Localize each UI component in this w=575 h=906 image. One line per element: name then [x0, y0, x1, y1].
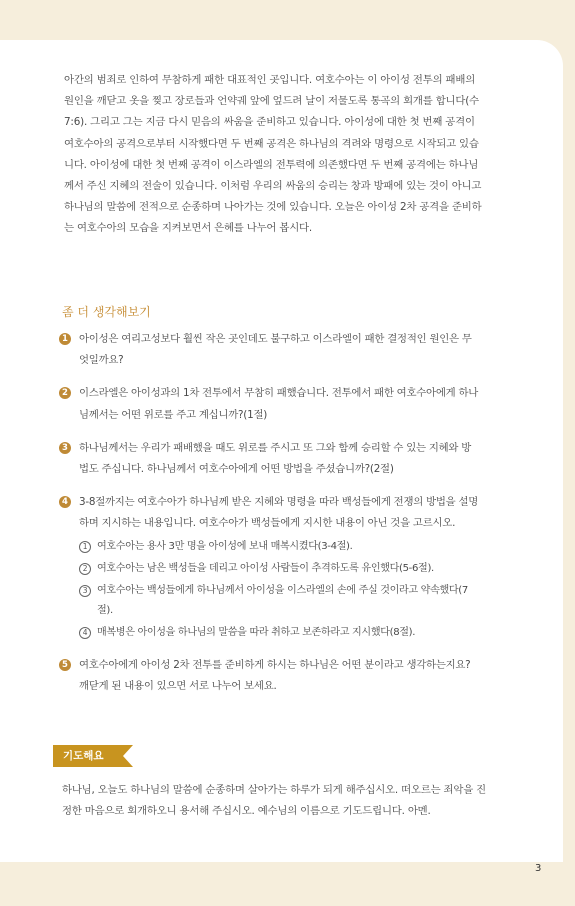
answer-options: [79, 537, 479, 643]
question-number-badge: 2: [59, 387, 71, 399]
option-number-circle: 3: [79, 585, 91, 597]
answer-option: [79, 623, 479, 643]
prayer-label: 기도해요: [63, 750, 104, 762]
question-item: [59, 492, 479, 642]
question-text: 아이성은 여리고성보다 훨씬 작은 곳인데도 불구하고 이스라엘이 패한 결정적인 원인은 무엇일까요?: [79, 333, 472, 367]
option-number-circle: 4: [79, 627, 91, 639]
section-title: 좀 더 생각해보기: [62, 305, 151, 319]
question-text: 3-8절까지는 여호수아가 하나님께 받은 지혜와 명령을 따라 백성들에게 전쟁의 방법을 설명하며 지시하는 내용입니다. 여호수아가 백성들에게 지시한 내용이 아닌 것을 고르시오.: [79, 496, 479, 530]
option-number-circle: 2: [79, 563, 91, 575]
question-number-badge: 5: [59, 659, 71, 671]
page-number: 3: [535, 863, 542, 874]
prayer-text: 하나님, 오늘도 하나님의 말씀에 순종하며 살아가는 하루가 되게 해주십시오. 떠오르는 죄악을 진정한 마음으로 회개하오니 용서해 주십시오. 예수님의 이름으로 기도드립니다. 아멘.: [62, 784, 486, 818]
option-text: 여호수아는 남은 백성들을 데리고 아이성 사람들이 추격하도록 유인했다(5-6절).: [97, 562, 434, 574]
question-item: [59, 438, 479, 480]
question-number-badge: 1: [59, 333, 71, 345]
option-text: 매복병은 아이성을 하나님의 말씀을 따라 취하고 보존하라고 지시했다(8절).: [97, 626, 416, 638]
intro-paragraph: 아간의 범죄로 인하여 무참하게 패한 대표적인 곳입니다. 여호수아는 이 아이성 전투의 패배의 원인을 깨닫고 옷을 찢고 장로들과 언약궤 앞에 엎드려 날이 저물도록 통곡의 회개를 합니다(수7:6). 그리고 그는 지금 다시 믿음의 싸움을 준비하고 있습니다. 아이성에 대한 첫 번째 공격이 여호수아의 공격으로부터 시작했다면 두 번째 공격은 하나님의 격려와 명령으로 시작되고 있습니다. 아이성에 대한 첫 번째 공격이 이스라엘의 전투력에 의존했다면 두 번째 공격에는 하나님께서 주신 지혜의 전술이 있습니다. 이처럼 우리의 싸움의 승리는 창과 방패에 있는 것이 아니고 하나님의 말씀에 전적으로 순종하며 나아가는 것에 있습니다. 오늘은 아이성 2차 공격을 준비하는 여호수아의 모습을 지켜보면서 은혜를 나누어 봅시다.: [64, 74, 482, 235]
option-number-circle: 1: [79, 541, 91, 553]
question-number-badge: 4: [59, 496, 71, 508]
answer-option: [79, 559, 479, 579]
question-list: [59, 329, 479, 709]
question-text: 하나님께서는 우리가 패배했을 때도 위로를 주시고 또 그와 함께 승리할 수 있는 지혜와 방법도 주십니다. 하나님께서 여호수아에게 어떤 방법을 주셨습니까?(2절): [79, 441, 472, 476]
answer-option: [79, 581, 479, 621]
question-number-badge: 3: [59, 442, 71, 454]
option-text: 여호수아는 백성들에게 하나님께서 아이성을 이스라엘의 손에 주실 것이라고 약속했다(7절).: [97, 584, 468, 616]
question-item: [59, 329, 479, 371]
option-text: 여호수아는 용사 3만 명을 아이성에 보내 매복시켰다(3-4절).: [97, 540, 353, 552]
question-item: [59, 383, 479, 425]
question-text: 여호수아에게 아이성 2차 전투를 준비하게 하시는 하나님은 어떤 분이라고 생각하는지요? 깨닫게 된 내용이 있으면 서로 나누어 보세요.: [79, 658, 471, 692]
question-text: 이스라엘은 아이성과의 1차 전투에서 무참히 패했습니다. 전투에서 패한 여호수아에게 하나님께서는 어떤 위로를 주고 계십니까?(1절): [79, 387, 479, 421]
answer-option: [79, 537, 479, 557]
question-item: [59, 655, 479, 697]
